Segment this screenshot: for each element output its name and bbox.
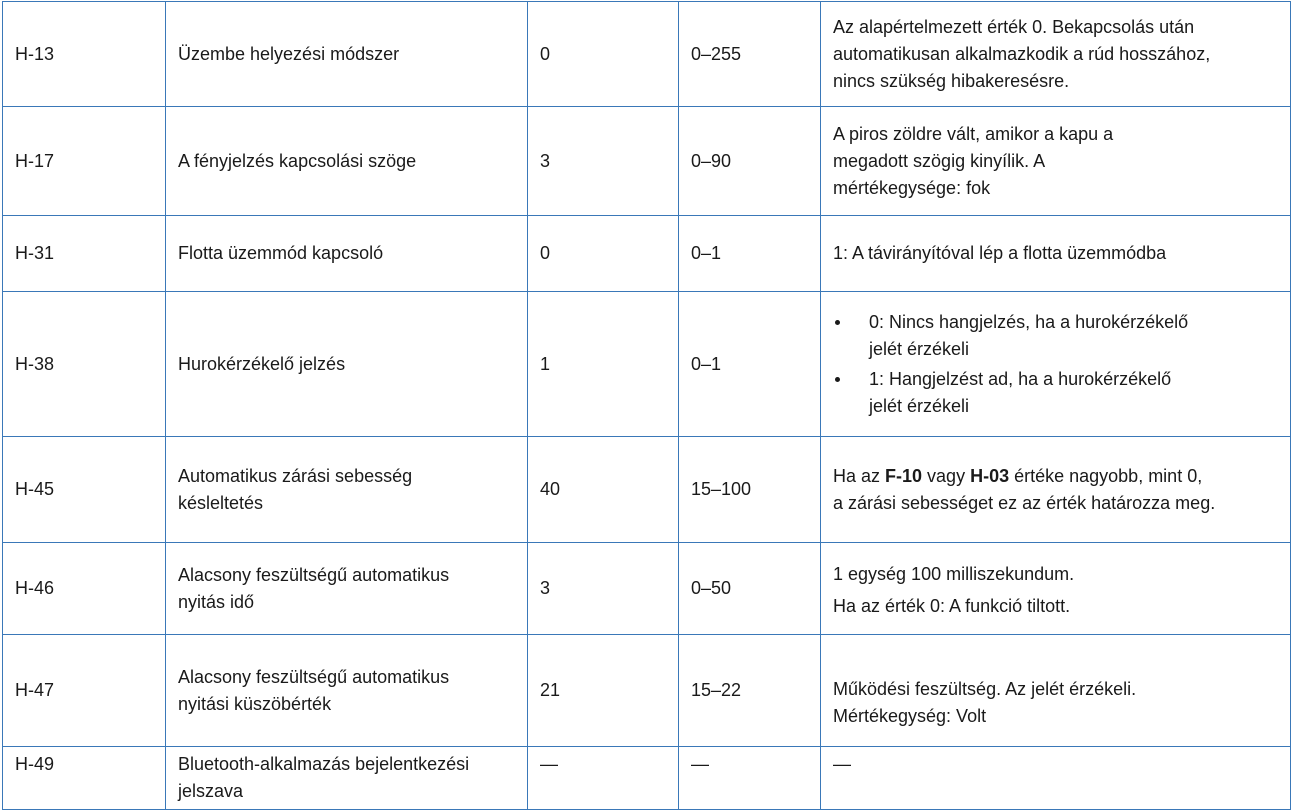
description-line: jelét érzékeli [869, 395, 970, 416]
description-line: 1: Hangjelzést ad, ha a hurokérzékelő [869, 368, 1172, 389]
bullet-list [833, 309, 1278, 420]
param-code: H-31 [3, 216, 166, 292]
param-description [821, 216, 1291, 292]
param-name-line: jelszava [178, 781, 244, 801]
param-name-line: Alacsony feszültségű automatikus [178, 564, 450, 585]
table-row [3, 107, 1291, 216]
param-default: 40 [528, 437, 679, 543]
param-default: 0 [528, 216, 679, 292]
param-name-line: Alacsony feszültségű automatikus [178, 666, 450, 687]
param-name-line: Automatikus zárási sebesség [178, 465, 413, 486]
param-code: H-13 [3, 2, 166, 107]
param-code: H-47 [3, 635, 166, 747]
description-line: mértékegysége: fok [833, 177, 991, 198]
param-range: 0–50 [679, 543, 821, 635]
description-line: nincs szükség hibakeresésre. [833, 70, 1070, 91]
description-line: 1: A távirányítóval lép a flotta üzemmódba [833, 243, 1167, 263]
param-range: 0–255 [679, 2, 821, 107]
description-line: jelét érzékeli [869, 338, 970, 359]
description-text: vagy [922, 465, 971, 486]
table-row [3, 2, 1291, 107]
parameter-table [2, 1, 1291, 810]
list-item [833, 309, 1278, 363]
param-description [821, 2, 1291, 107]
param-name: Üzembe helyezési módszer [166, 2, 528, 107]
param-name-line: nyitási küszöbérték [178, 693, 332, 714]
table-row [3, 747, 1291, 810]
param-description [821, 107, 1291, 216]
param-description [821, 747, 1291, 810]
param-reference: F-10 [885, 465, 923, 486]
param-name [166, 543, 528, 635]
param-code: H-38 [3, 292, 166, 437]
param-name: Flotta üzemmód kapcsoló [166, 216, 528, 292]
param-range: 15–22 [679, 635, 821, 747]
description-line: Az alapértelmezett érték 0. Bekapcsolás után [833, 16, 1195, 37]
param-default: 1 [528, 292, 679, 437]
param-default: 0 [528, 2, 679, 107]
table-row [3, 216, 1291, 292]
param-default: 3 [528, 107, 679, 216]
description-line: 0: Nincs hangjelzés, ha a hurokérzékelő [869, 311, 1189, 332]
param-range: — [679, 747, 821, 810]
param-default: 3 [528, 543, 679, 635]
param-description [821, 635, 1291, 747]
description-line: — [833, 754, 851, 774]
list-item [833, 366, 1278, 420]
param-name: A fényjelzés kapcsolási szöge [166, 107, 528, 216]
bullet-icon [835, 377, 840, 382]
description-line: 1 egység 100 milliszekundum. [833, 564, 1075, 584]
table-row [3, 635, 1291, 747]
table-row [3, 437, 1291, 543]
param-code: H-46 [3, 543, 166, 635]
param-name-line: nyitás idő [178, 591, 255, 612]
param-code: H-49 [3, 747, 166, 810]
param-range: 0–90 [679, 107, 821, 216]
param-name [166, 437, 528, 543]
param-name [166, 747, 528, 810]
description-text: értéke nagyobb, mint 0, [1009, 465, 1203, 486]
param-name: Hurokérzékelő jelzés [166, 292, 528, 437]
param-description [821, 292, 1291, 437]
description-line: megadott szögig kinyílik. A [833, 150, 1046, 171]
param-default: — [528, 747, 679, 810]
description-line: automatikusan alkalmazkodik a rúd hosszához, [833, 43, 1211, 64]
param-name [166, 635, 528, 747]
table-row [3, 543, 1291, 635]
description-line: A piros zöldre vált, amikor a kapu a [833, 123, 1114, 144]
param-default: 21 [528, 635, 679, 747]
param-code: H-45 [3, 437, 166, 543]
description-text: Ha az [833, 465, 886, 486]
param-description [821, 543, 1291, 635]
param-range: 0–1 [679, 292, 821, 437]
param-range: 15–100 [679, 437, 821, 543]
param-name-line: Bluetooth-alkalmazás bejelentkezési [178, 754, 470, 774]
description-line: Mértékegység: Volt [833, 705, 987, 726]
param-code: H-17 [3, 107, 166, 216]
param-reference: H-03 [970, 465, 1010, 486]
param-description [821, 437, 1291, 543]
description-line: Ha az érték 0: A funkció tiltott. [833, 596, 1071, 616]
description-line: Működési feszültség. Az jelét érzékeli. [833, 678, 1137, 699]
description-line [833, 463, 1278, 490]
bullet-icon [835, 320, 840, 325]
description-line: a zárási sebességet ez az érték határozza meg. [833, 492, 1216, 513]
param-range: 0–1 [679, 216, 821, 292]
param-name-line: késleltetés [178, 492, 264, 513]
table-row [3, 292, 1291, 437]
